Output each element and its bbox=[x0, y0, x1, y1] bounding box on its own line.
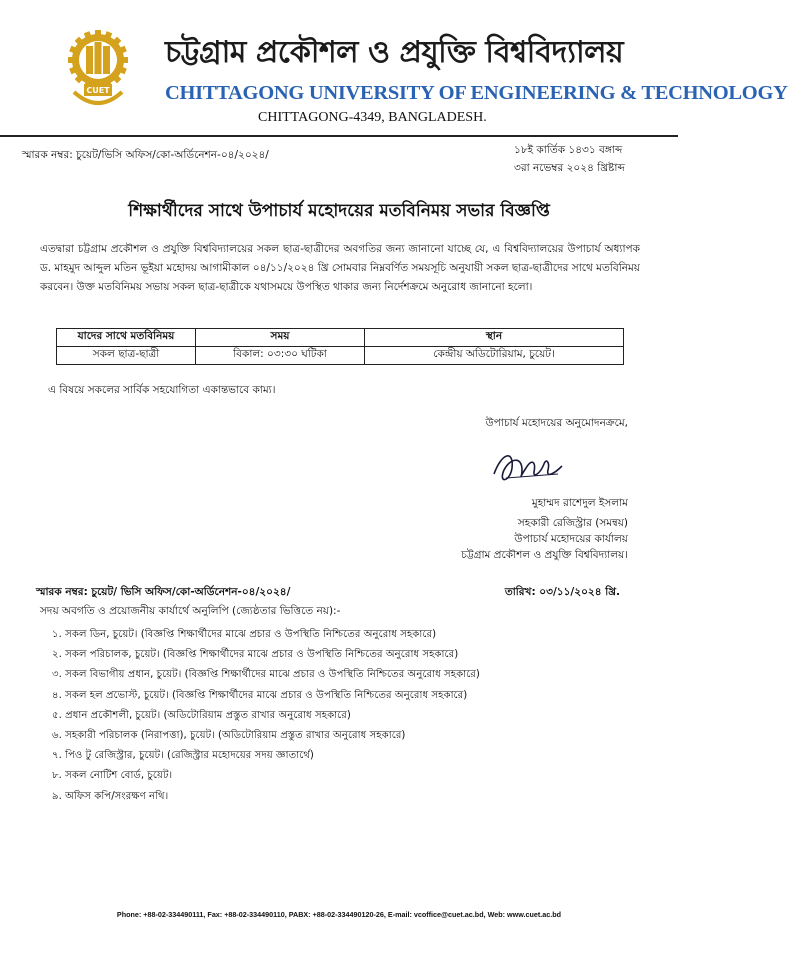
memo-date-gregorian: ৩রা নভেম্বর ২০২৪ খ্রিষ্টাব্দ bbox=[514, 162, 625, 174]
list-item: ৮. সকল নোটিশ বোর্ড, চুয়েট। bbox=[52, 770, 173, 782]
list-item: ২. সকল পরিচালক, চুয়েট। (বিজ্ঞপ্তি শিক্ষার্থীদের মাঝে প্রচার ও উপস্থিতি নিশ্চিতের অনুরোধ সহকারে) bbox=[52, 649, 459, 661]
notice-body-paragraph: এতদ্বারা চট্টগ্রাম প্রকৌশল ও প্রযুক্তি বিশ্ববিদ্যালয়ের সকল ছাত্র-ছাত্রীদের অবগতির জন্য জানানো যাচ্ছে যে, এ বিশ্ববিদ্যালয়ের উপাচার্য অধ্যাপক ড. মাহমুদ আব্দুল মতিন ভূইয়া মহোদয় আগামীকাল ০৪/১১/২০২৪ খ্রি সোমবার নিম্নবর্ণিত সময়সূচি অনুযায়ী সকল ছাত্র-ছাত্রীদের সাথে মতবিনিময় করবেন। উক্ত মতবিনিময় সভায় সকল ছাত্র-ছাত্রীকে যথাসময়ে উপস্থিত থাকার জন্য নির্দেশক্রমে অনুরোধ জানানো হলো। bbox=[40, 243, 640, 293]
university-name-bangla: চট্টগ্রাম প্রকৌশল ও প্রযুক্তি বিশ্ববিদ্যালয় bbox=[165, 35, 624, 70]
schedule-venue: কেন্দ্রীয় অডিটোরিয়াম, চুয়েট। bbox=[365, 347, 624, 365]
list-item: ৬. সহকারী পরিচালক (নিরাপত্তা), চুয়েট। (অডিটোরিয়াম প্রস্তুত রাখার অনুরোধ সহকারে) bbox=[52, 729, 406, 741]
signatory-institution: চট্টগ্রাম প্রকৌশল ও প্রযুক্তি বিশ্ববিদ্যালয়। bbox=[461, 549, 628, 561]
schedule-time: বিকাল: ০৩:৩০ ঘটিকা bbox=[196, 347, 365, 365]
copy-date: তারিখ: ০৩/১১/২০২৪ খ্রি. bbox=[504, 586, 620, 598]
signatory-office: উপাচার্য মহোদয়ের কার্যালয় bbox=[514, 533, 628, 545]
memo-reference: স্মারক নম্বর: চুয়েট/ভিসি অফিস/কো-অর্ডিনেশন-০৪/২০২৪/ bbox=[22, 149, 269, 161]
copy-recipient-list bbox=[52, 625, 480, 807]
schedule-header-time: সময় bbox=[196, 329, 365, 347]
list-item: ৯. অফিস কপি/সংরক্ষণ নথি। bbox=[52, 790, 169, 802]
header-divider bbox=[0, 135, 678, 137]
schedule-row bbox=[57, 347, 624, 365]
list-item: ১. সকল ডিন, চুয়েট। (বিজ্ঞপ্তি শিক্ষার্থীদের মাঝে প্রচার ও উপস্থিতি নিশ্চিতের অনুরোধ সহকারে) bbox=[52, 629, 437, 640]
approval-line: উপাচার্য মহোদয়ের অনুমোদনক্রমে, bbox=[485, 417, 628, 429]
cooperation-note: এ বিষয়ে সকলের সার্বিক সহযোগিতা একান্তভাবে কাম্য। bbox=[48, 384, 276, 396]
memo-date-bangla-calendar: ১৮ই কার্তিক ১৪৩১ বঙ্গাব্দ bbox=[514, 144, 623, 156]
contact-footer: Phone: +88-02-334490111, Fax: +88-02-334490110, PABX: +88-02-334490120-26, E-mail: vcoffice@cuet.ac.bd, Web: www.cuet.ac.bd bbox=[116, 910, 562, 919]
svg-text:CUET: CUET bbox=[86, 86, 110, 95]
list-item: ৭. পিও টু রেজিস্ট্রার, চুয়েট। (রেজিস্ট্রার মহোদয়ের সদয় জ্ঞাতার্থে) bbox=[52, 750, 314, 762]
university-logo-icon bbox=[64, 22, 132, 118]
signatory-designation: সহকারী রেজিস্ট্রার (সমন্বয়) bbox=[517, 517, 628, 529]
university-address: CHITTAGONG-4349, BANGLADESH. bbox=[258, 110, 487, 125]
schedule-header-row bbox=[57, 329, 624, 347]
copy-intro: সদয় অবগতি ও প্রয়োজনীয় কার্যার্থে অনুলিপি (জ্যেষ্ঠতার ভিত্তিতে নয়):- bbox=[40, 605, 341, 617]
schedule-header-venue: স্থান bbox=[365, 329, 624, 347]
university-name-english: CHITTAGONG UNIVERSITY OF ENGINEERING & TECHNOLOGY bbox=[165, 82, 788, 104]
list-item: ৩. সকল বিভাগীয় প্রধান, চুয়েট। (বিজ্ঞপ্তি শিক্ষার্থীদের মাঝে প্রচার ও উপস্থিতি নিশ্চিতের অনুরোধ সহকারে) bbox=[52, 669, 480, 681]
notice-title: শিক্ষার্থীদের সাথে উপাচার্য মহোদয়ের মতবিনিময় সভার বিজ্ঞপ্তি bbox=[128, 201, 550, 221]
list-item: ৪. সকল হল প্রভোস্ট, চুয়েট। (বিজ্ঞপ্তি শিক্ষার্থীদের মাঝে প্রচার ও উপস্থিতি নিশ্চিতের অনুরোধ সহকারে) bbox=[52, 689, 468, 701]
list-item: ৫. প্রধান প্রকৌশলী, চুয়েট। (অডিটোরিয়াম প্রস্তুত রাখার অনুরোধ সহকারে) bbox=[52, 709, 351, 721]
signatory-name: মুহাম্মদ রাশেদুল ইসলাম bbox=[531, 497, 628, 509]
schedule-table bbox=[56, 328, 624, 365]
signature-icon bbox=[488, 444, 574, 490]
schedule-header-participants: যাদের সাথে মতবিনিময় bbox=[57, 329, 196, 347]
schedule-participants: সকল ছাত্র-ছাত্রী bbox=[57, 347, 196, 365]
copy-memo-reference: স্মারক নম্বর: চুয়েট/ ভিসি অফিস/কো-অর্ডিনেশন-০৪/২০২৪/ bbox=[36, 586, 291, 598]
